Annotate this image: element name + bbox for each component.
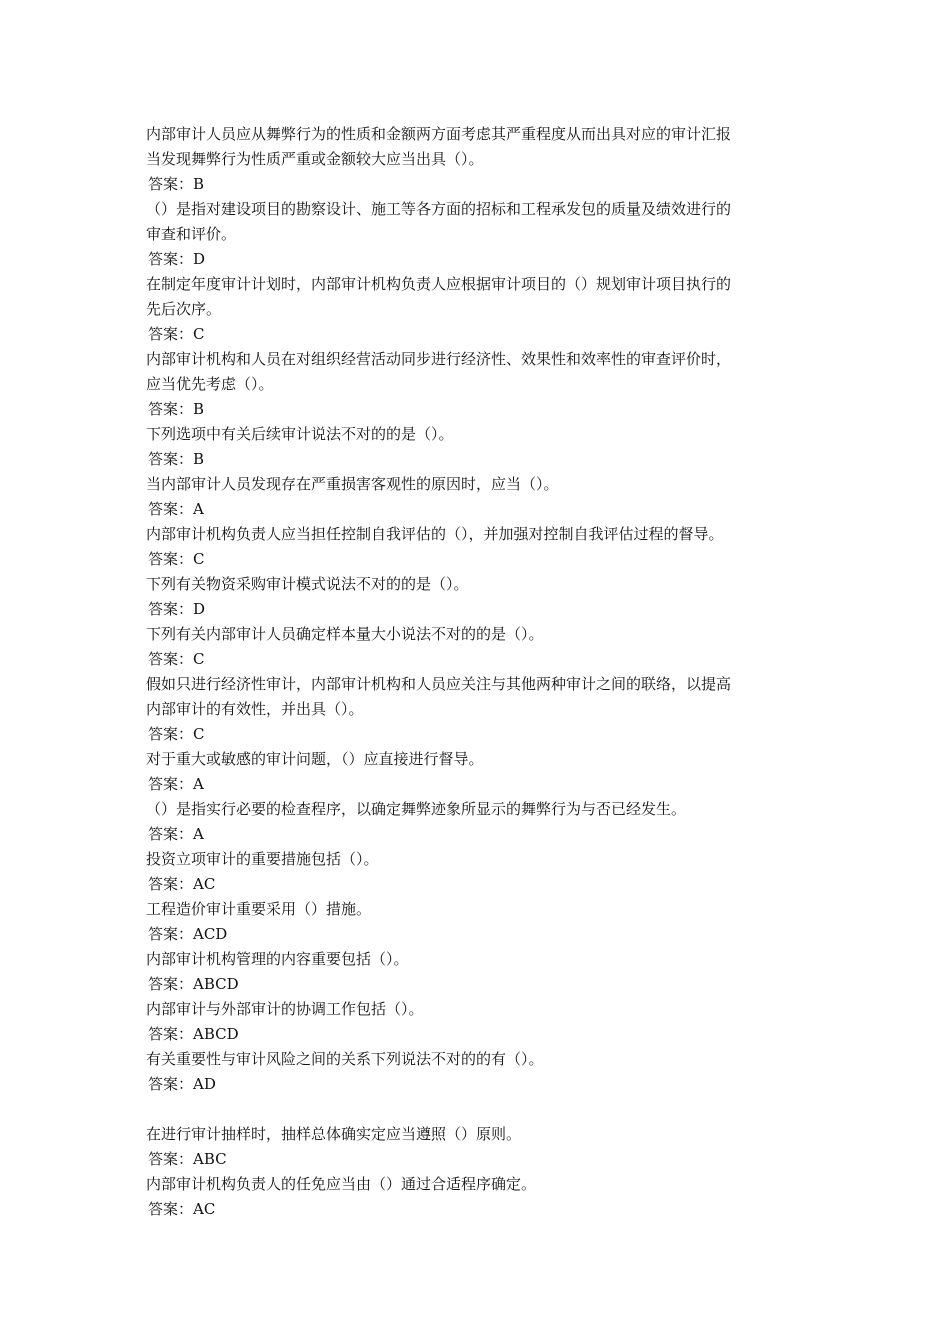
answer-text: 答案：C xyxy=(148,325,205,343)
question-text: 当内部审计人员发现存在严重损害客观性的原因时，应当（）。 xyxy=(146,475,559,493)
question-text: 内部审计人员应从舞弊行为的性质和金额两方面考虑其严重程度从而出具对应的审计汇报 xyxy=(146,125,732,143)
answer-text: 答案：AC xyxy=(148,875,216,893)
question-text: 在制定年度审计计划时，内部审计机构负责人应根据审计项目的（）规划审计项目执行的 xyxy=(146,275,732,293)
question-text: （）是指对建设项目的勘察设计、施工等各方面的招标和工程承发包的质量及绩效进行的 xyxy=(146,200,732,218)
question-text: 下列有关物资采购审计模式说法不对的的是（）。 xyxy=(146,575,469,593)
question-text: 先后次序。 xyxy=(146,300,222,318)
answer-text: 答案：AD xyxy=(148,1075,216,1093)
answer-text: 答案：ACD xyxy=(148,925,228,943)
answer-text: 答案：D xyxy=(148,600,206,618)
answer-text: 答案：C xyxy=(148,550,205,568)
answer-text: 答案：B xyxy=(148,450,205,468)
question-text: 有关重要性与审计风险之间的关系下列说法不对的的有（）。 xyxy=(146,1050,544,1068)
question-text: 应当优先考虑（）。 xyxy=(146,375,274,393)
question-text: 投资立项审计的重要措施包括（）。 xyxy=(146,850,379,868)
answer-text: 答案：A xyxy=(148,825,204,843)
blank-line xyxy=(146,1097,811,1122)
answer-text: 答案：ABCD xyxy=(148,975,239,993)
question-text: 下列有关内部审计人员确定样本量大小说法不对的的是（）。 xyxy=(146,625,544,643)
answer-text: 答案：B xyxy=(148,175,205,193)
question-text: 内部审计机构和人员在对组织经营活动同步进行经济性、效果性和效率性的审查评价时， xyxy=(146,350,732,368)
question-text: 在进行审计抽样时，抽样总体确实定应当遵照（）原则。 xyxy=(146,1125,522,1143)
question-text: 当发现舞弊行为性质严重或金额较大应当出具（）。 xyxy=(146,150,484,168)
answer-text: 答案：C xyxy=(148,725,205,743)
answer-text: 答案：D xyxy=(148,250,206,268)
question-text: 内部审计与外部审计的协调工作包括（）。 xyxy=(146,1000,424,1018)
document-body xyxy=(146,122,811,1222)
answer-text: 答案：A xyxy=(148,775,204,793)
answer-text: 答案：B xyxy=(148,400,205,418)
question-text: 对于重大或敏感的审计问题，（）应直接进行督导。 xyxy=(146,750,484,768)
question-text: 内部审计机构管理的内容重要包括（）。 xyxy=(146,950,409,968)
answer-text: 答案：C xyxy=(148,650,205,668)
question-text: （）是指实行必要的检查程序，以确定舞弊迹象所显示的舞弊行为与否已经发生。 xyxy=(146,800,687,818)
answer-text: 答案：A xyxy=(148,500,204,518)
answer-text: 答案：ABCD xyxy=(148,1025,239,1043)
question-text: 内部审计机构负责人应当担任控制自我评估的（），并加强对控制自我评估过程的督导。 xyxy=(146,525,724,543)
answer-text: 答案：AC xyxy=(148,1200,216,1218)
question-text: 内部审计的有效性，并出具（）。 xyxy=(146,700,364,718)
question-text: 工程造价审计重要采用（）措施。 xyxy=(146,900,372,918)
question-text: 下列选项中有关后续审计说法不对的的是（）。 xyxy=(146,425,454,443)
question-text: 内部审计机构负责人的任免应当由（）通过合适程序确定。 xyxy=(146,1175,537,1193)
question-text: 审查和评价。 xyxy=(146,225,237,243)
question-text: 假如只进行经济性审计，内部审计机构和人员应关注与其他两种审计之间的联络，以提高 xyxy=(146,675,732,693)
answer-text: 答案：ABC xyxy=(148,1150,227,1168)
